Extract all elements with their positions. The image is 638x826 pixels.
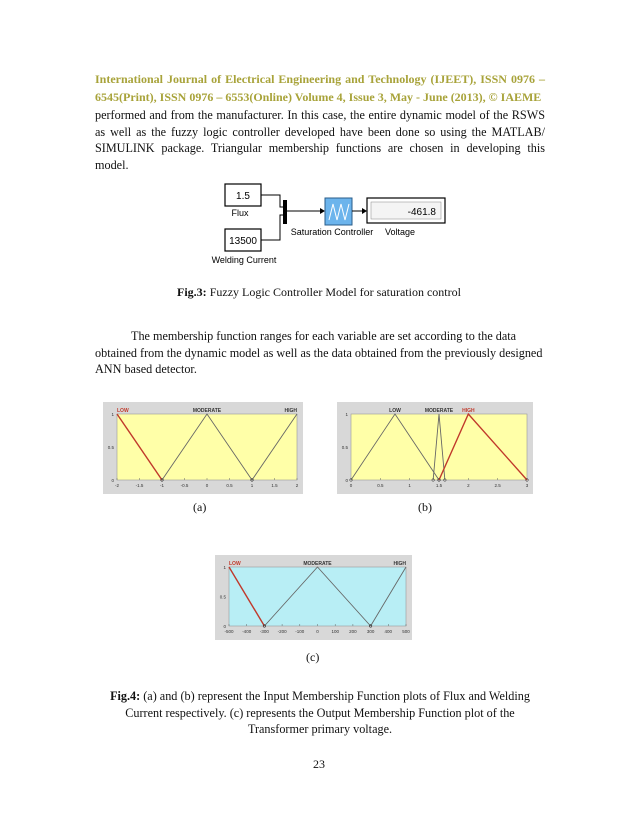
page-number: 23 (313, 757, 325, 771)
x-tick-label: 2.5 (494, 483, 501, 488)
x-tick-label: 0 (316, 629, 319, 634)
y-tick-label: 0.5 (341, 445, 348, 450)
chart-c-membership-voltage (215, 555, 412, 640)
para2-rest: obtained from the dynamic model as well as the data obtained from the previously designed ANN based detector. (95, 345, 543, 376)
x-tick-label: 1.5 (435, 483, 443, 488)
series-low-label: LOW (229, 561, 241, 567)
label-c: (c) (306, 650, 320, 664)
series-high-label: HIGH (393, 561, 406, 567)
y-tick-label: 1 (223, 565, 226, 570)
x-tick-label: -1 (159, 483, 165, 488)
fuzzy-controller-block (325, 198, 352, 225)
series-moderate-label: MODERATE (424, 408, 454, 414)
x-tick-label: -200 (277, 629, 287, 634)
x-tick-label: 300 (366, 629, 375, 634)
x-tick-label: 200 (349, 629, 357, 634)
journal-header: International Journal of Electrical Engineering and Technology (IJEET), ISSN 0976 – 6545(Print), ISSN 0976 – 6553(Online) Volume 4, Issue 3, May - June (2013), © IAEME (95, 72, 545, 104)
series-low-label: LOW (117, 408, 129, 414)
current-wire (261, 215, 283, 240)
chart-b-membership-current (337, 402, 533, 494)
x-tick-label: 0 (205, 483, 209, 488)
display-label: Voltage (384, 227, 416, 237)
flux-wire (261, 195, 283, 207)
arrow-icon-2 (362, 208, 367, 214)
label-b: (b) (418, 500, 432, 514)
x-tick-label: -100 (295, 629, 305, 634)
x-tick-label: 1 (250, 483, 254, 488)
display-value: -461.8 (407, 207, 436, 218)
x-tick-label: -1.5 (135, 483, 144, 488)
controller-label: Saturation Controller (290, 227, 374, 237)
series-low-label: LOW (389, 408, 401, 414)
y-tick-label: 0.5 (107, 445, 114, 450)
x-tick-label: 0.5 (226, 483, 233, 488)
series-moderate-label: MODERATE (303, 561, 332, 567)
x-tick-label: 1 (408, 483, 411, 488)
x-tick-label: 400 (384, 629, 393, 634)
x-tick-label: 0 (349, 483, 353, 488)
x-tick-label: 2 (295, 483, 299, 488)
x-tick-label: 3 (525, 483, 529, 488)
series-high-label: HIGH (284, 408, 297, 414)
y-tick-label: 0 (223, 624, 226, 629)
fig3-caption: Fig.3: Fuzzy Logic Controller Model for saturation control (177, 285, 461, 299)
chart-a-membership-flux (103, 402, 303, 494)
flux-value: 1.5 (236, 191, 250, 202)
flux-label: Flux (231, 208, 249, 218)
y-tick-label: 1 (111, 412, 114, 417)
current-value: 13500 (229, 236, 257, 247)
body-paragraph-2 (95, 328, 545, 378)
x-tick-label: 0.5 (377, 483, 384, 488)
x-tick-label: -500 (224, 629, 234, 634)
series-moderate-label: MODERATE (192, 408, 222, 414)
label-a: (a) (193, 500, 207, 514)
x-tick-label: -2 (114, 483, 120, 488)
x-tick-label: -0.5 (180, 483, 189, 488)
plot-area (229, 567, 406, 626)
y-tick-label: 0.5 (219, 594, 226, 600)
x-tick-label: 100 (331, 629, 339, 634)
plot-area (117, 414, 297, 480)
x-tick-label: 2 (467, 483, 470, 488)
body-paragraph-1: performed and from the manufacturer. In this case, the entire dynamic model of the RSWS as well as the fuzzy logic controller developed have been done so using the MATLAB/ SIMULINK package. Triangular membership functions are chosen in developing this model. (95, 108, 545, 172)
x-tick-label: 1.5 (271, 483, 278, 488)
plot-area (351, 414, 527, 480)
arrow-icon (320, 208, 325, 214)
para2-first-line: The membership function ranges for each variable are set according to the data (131, 329, 517, 343)
y-tick-label: 0 (111, 478, 114, 483)
series-high-label: HIGH (462, 408, 475, 414)
simulink-diagram (211, 180, 470, 270)
current-label: Welding Current (211, 255, 277, 265)
x-tick-label: -300 (259, 629, 269, 634)
mux-block (283, 200, 287, 224)
x-tick-label: -400 (242, 629, 252, 634)
y-tick-label: 1 (345, 412, 348, 417)
x-tick-label: 500 (402, 629, 410, 634)
y-tick-label: 0 (345, 478, 348, 483)
fig4-caption: Fig.4: (a) and (b) represent the Input Membership Function plots of Flux and Welding Current respectively. (c) represents the Output Membership Function plot of the Transformer primary voltage. (110, 689, 530, 736)
